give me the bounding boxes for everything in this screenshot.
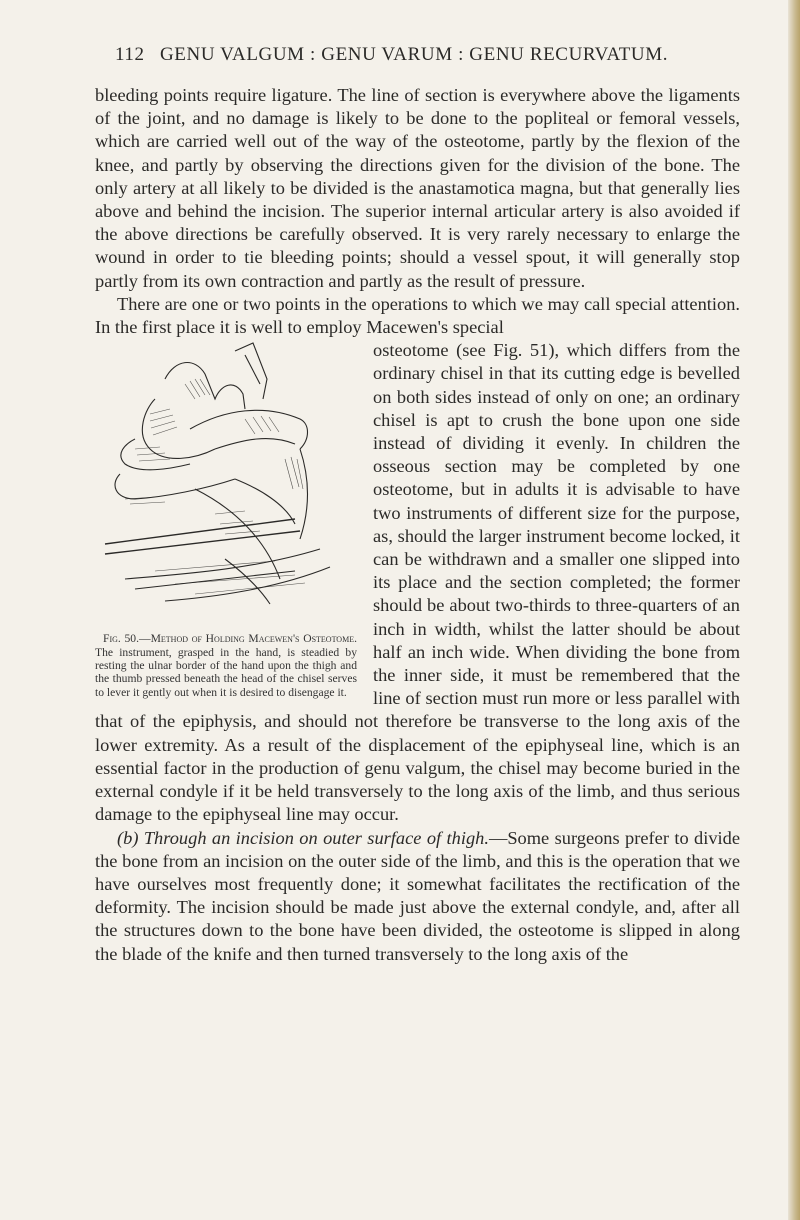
running-header bbox=[115, 44, 735, 66]
paragraph-2-lead: There are one or two points in the operations to which we may call special attention. In the first place it is well to employ Macewen's special bbox=[95, 293, 740, 338]
page-edge bbox=[788, 0, 800, 1220]
running-title: GENU VALGUM : GENU VARUM : GENU RECURVATUM. bbox=[159, 44, 669, 65]
paragraph-3 bbox=[95, 827, 740, 966]
figure-caption-text: The instrument, grasped in the hand, is steadied by resting the ulnar border of the hand upon the thigh and the thumb pressed beneath the head of the chisel serves to lever it gently out when it is desired to disengage it. bbox=[95, 645, 357, 699]
osteotome-hand-illustration bbox=[95, 339, 357, 624]
paragraph-3-text: —Some surgeons prefer to divide the bone from an incision on the outer side of the limb, and this is the operation that we have ourselves most frequently done; it somewhat facilitates the rectification of the deformity. The incision should be made just above the external condyle, and, after all the structures down to the bone have been divided, the osteotome is slipped in along the blade of the knife and then turned transversely to the long axis of the bbox=[95, 827, 740, 964]
figure-caption-label: Fig. 50.—Method of Holding Macewen's Osteotome. bbox=[103, 632, 357, 646]
page-number: 112 bbox=[115, 44, 145, 65]
paragraph-1: bleeding points require ligature. The line of section is everywhere above the ligaments of the joint, and no damage is likely to be done to the popliteal or femoral vessels, which are carried well out of the way of the osteotome, partly by the flexion of the knee, and partly by observing the directions given for the division of the bone. The only artery at all likely to be divided is the anastamotica magna, but that generally lies above and behind the incision. The superior internal articular artery is also avoided if the above directions be carefully observed. It is very rarely necessary to enlarge the wound in order to tie bleeding points; should a vessel spout, it will generally stop partly from its own contraction and partly as the result of pressure. bbox=[95, 85, 740, 291]
paragraph-2-rest: osteotome (see Fig. 51), which differs from the ordinary chisel in that its cutting edge is bevelled on both sides instead of only on one; an ordinary chisel is apt to crush the bone upon one side instead of dividing it evenly. In children the osseous section may be completed by one osteotome, but in adults it is advisable to have two instruments of different size for the purpose, as, should the larger instrument become locked, it can be withdrawn and a smaller one slipped into its place and the section completed; the former should be about two-thirds to three-quarters of an inch in width, whilst the latter should be about half an inch wide. When dividing the bone from the inner side, it must be remembered that the line of section must run more or less parallel with that of the epiphysis, and should not therefore be transverse to the long axis of the lower extremity. As a result of the displacement of the epiphyseal line, which is an essential factor in the production of genu valgum, the chisel may become buried in the external condyle if it be held transversely to the long axis of the limb, and thus serious damage to the epiphyseal line may occur. bbox=[95, 340, 740, 825]
subsection-heading: (b) Through an incision on outer surface of thigh. bbox=[117, 827, 489, 848]
body-text bbox=[95, 84, 740, 966]
figure-caption bbox=[95, 632, 357, 699]
figure-50 bbox=[95, 339, 357, 699]
